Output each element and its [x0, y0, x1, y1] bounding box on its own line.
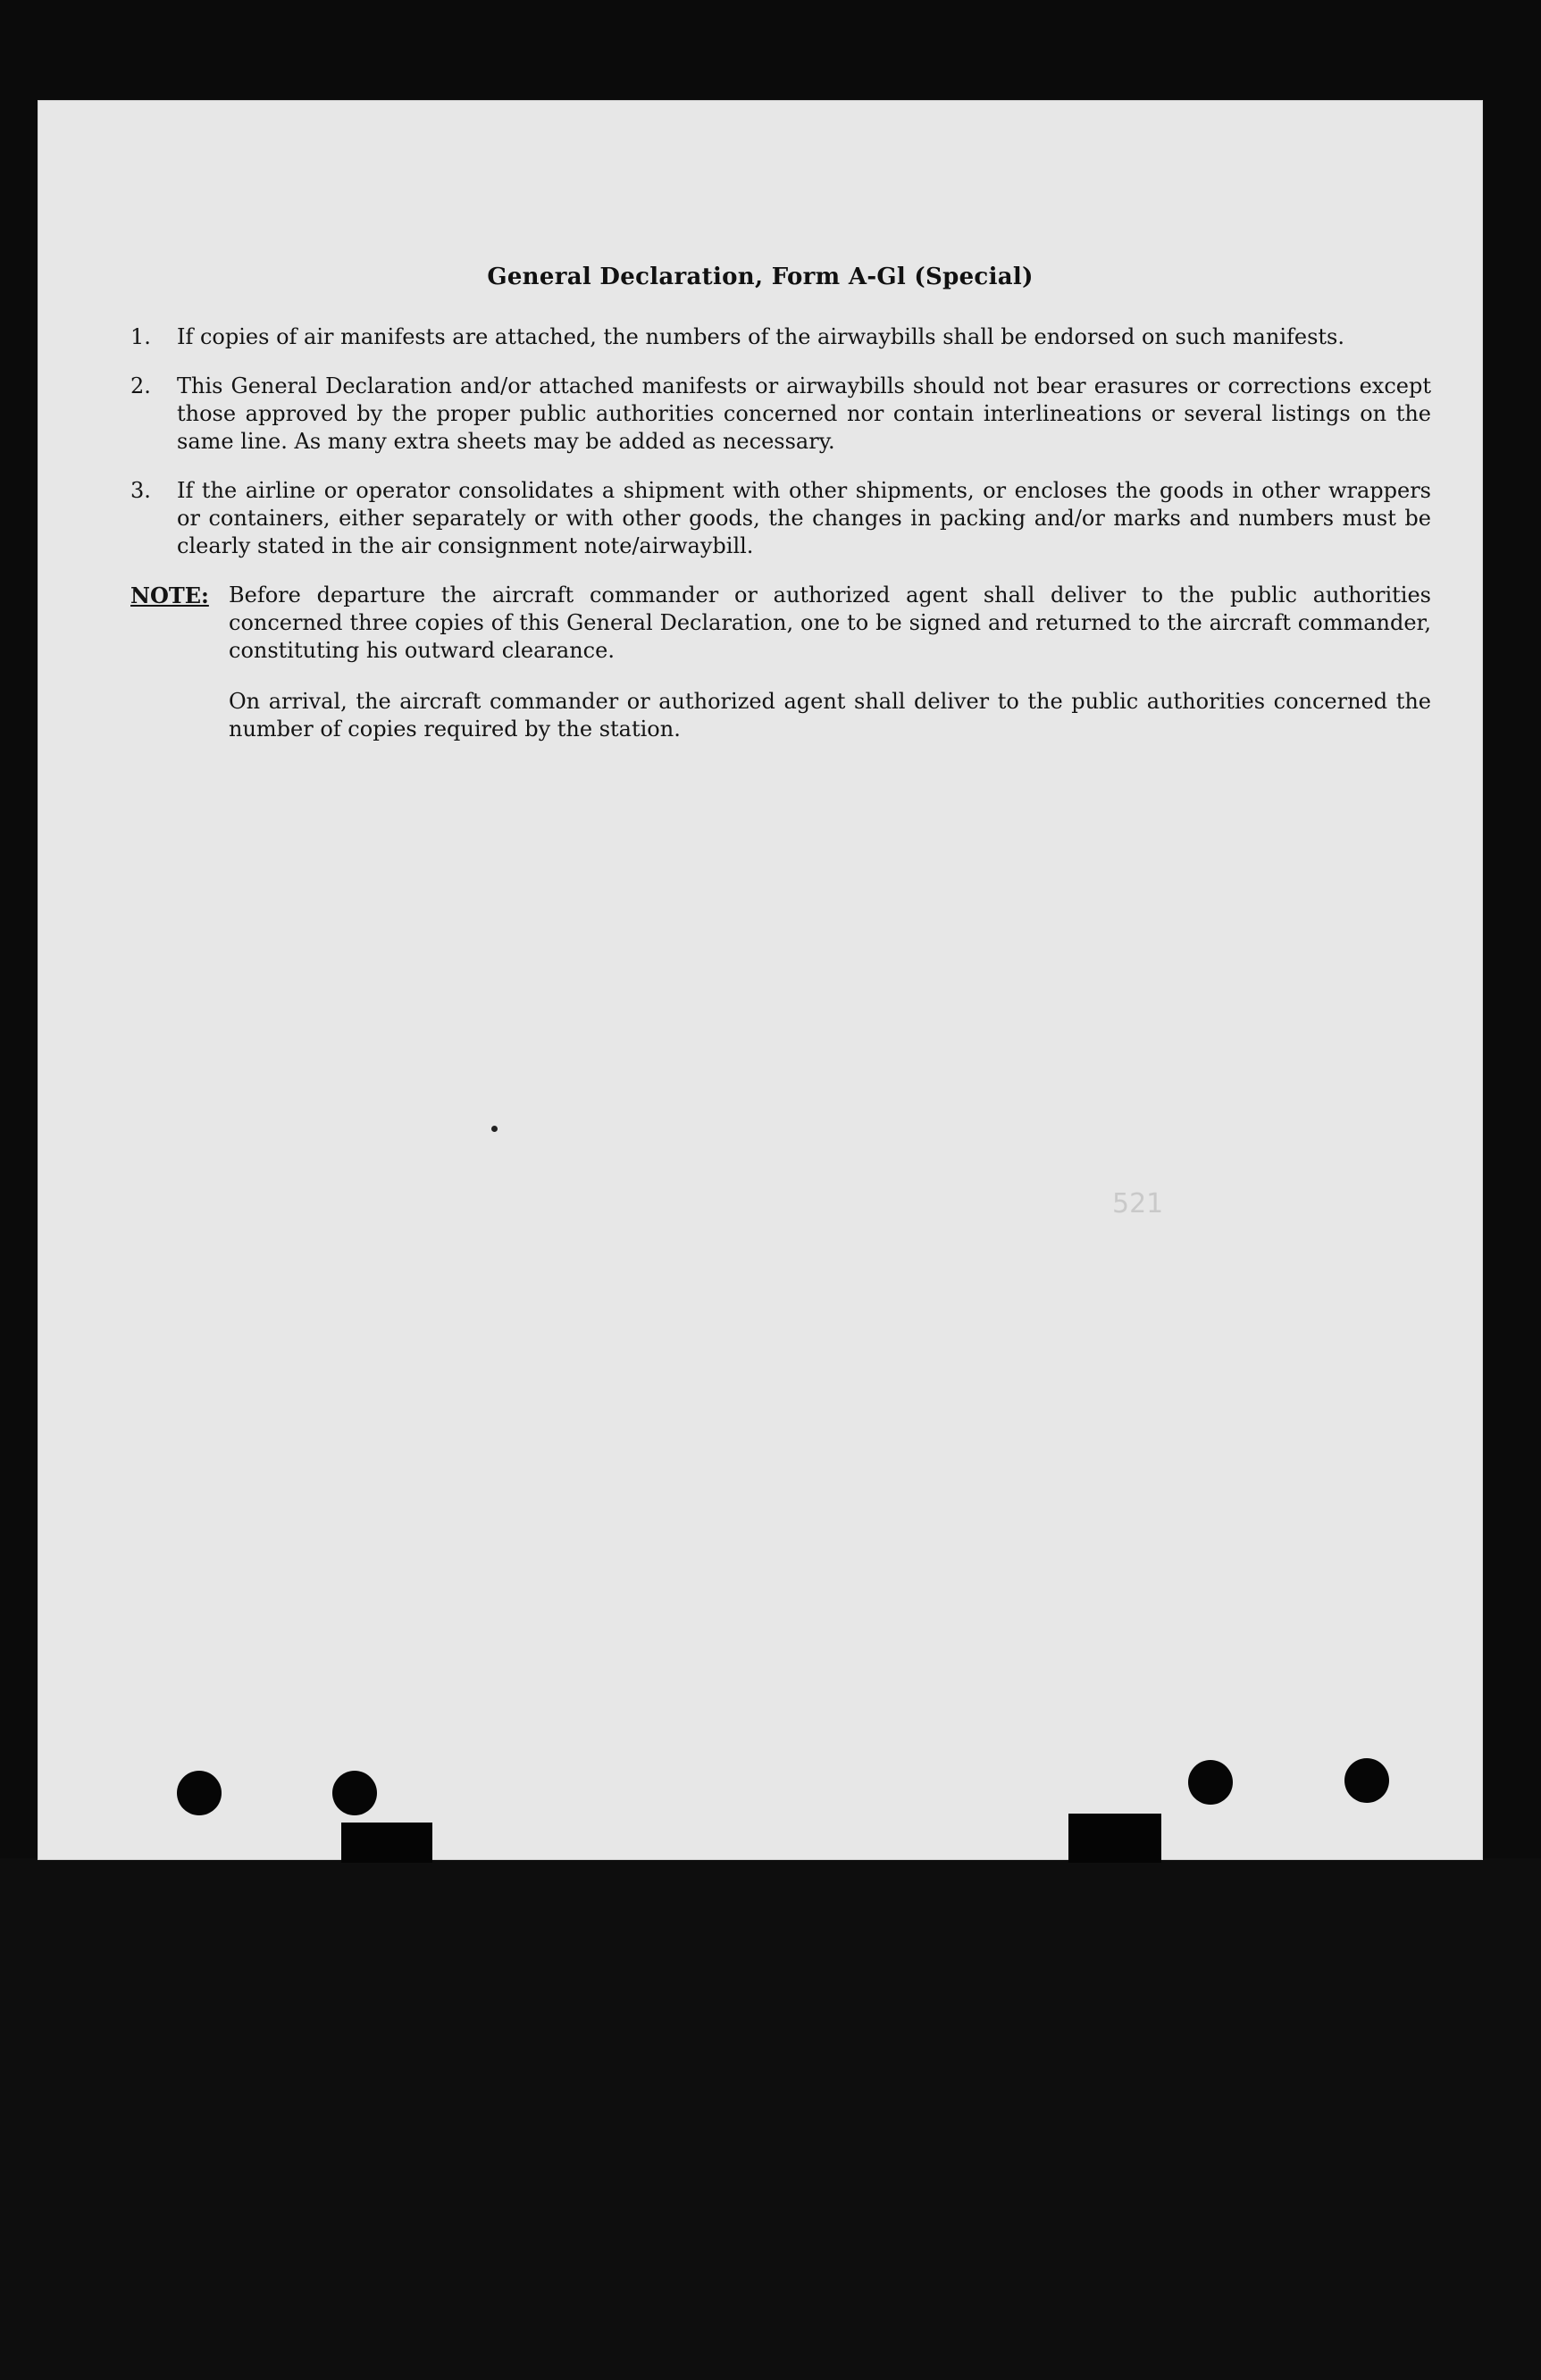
punch-hole: [1188, 1760, 1233, 1805]
punch-hole: [332, 1771, 377, 1815]
list-item: [130, 373, 1431, 456]
document-body: [130, 323, 1431, 767]
note-paragraph: On arrival, the aircraft commander or authorized agent shall deliver to the public authorities concerned the number of copies required by the station.: [229, 689, 1431, 742]
item-number: 1.: [130, 324, 151, 349]
note-paragraph: Before departure the aircraft commander or authorized agent shall deliver to the public authorities concerned three copies of this General Declaration, one to be signed and returned to the aircraft commander, constituting his outward clearance.: [229, 582, 1431, 663]
punch-hole: [177, 1771, 222, 1815]
note-body: [229, 582, 1431, 767]
list-item: [130, 323, 1431, 351]
document-title: General Declaration, Form A-Gl (Special): [487, 264, 1034, 290]
faint-mark: 521: [1112, 1188, 1164, 1219]
item-text: If copies of air manifests are attached, the numbers of the airwaybills shall be endorsed on such manifests.: [177, 324, 1344, 349]
item-number: 2.: [130, 373, 151, 398]
item-text: This General Declaration and/or attached manifests or airwaybills should not bear erasures or corrections except those approved by the proper public authorities concerned nor contain interlineations or several listings on the same line. As many extra sheets may be added as necessary.: [177, 373, 1431, 454]
binder-tab: [1068, 1814, 1161, 1863]
scan-background: [0, 1858, 1541, 2380]
item-number: 3.: [130, 478, 151, 503]
list-item: [130, 477, 1431, 560]
dust-speck: [491, 1126, 498, 1132]
note-section: [130, 582, 1431, 767]
punch-hole: [1344, 1758, 1389, 1803]
note-label: NOTE:: [130, 582, 209, 608]
item-text: If the airline or operator consolidates a shipment with other shipments, or encloses the goods in other wrappers or containers, either separately or with other goods, the changes in packing and/or marks and numbers must be clearly stated in the air consignment note/airwaybill.: [177, 478, 1431, 558]
document-page: [38, 100, 1483, 1860]
binder-tab: [341, 1823, 432, 1863]
